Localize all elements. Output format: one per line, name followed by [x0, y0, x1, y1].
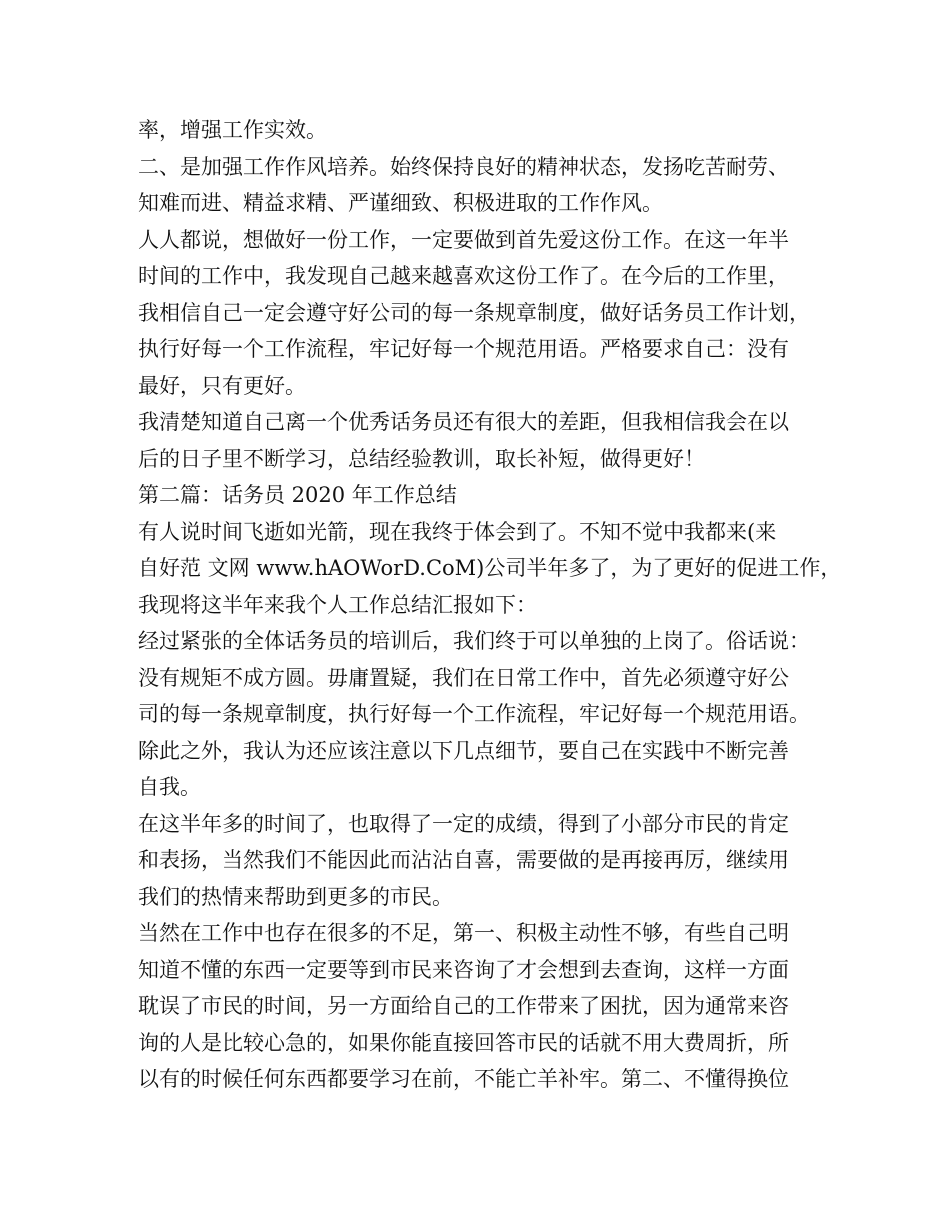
text-line: 我清楚知道自己离一个优秀话务员还有很大的差距，但我相信我会在以	[138, 410, 789, 434]
text-line: 知道不懂的东西一定要等到市民来咨询了才会想到去查询，这样一方面	[138, 957, 789, 982]
text-line: 当然在工作中也存在很多的不足，第一、积极主动性不够，有些自己明	[138, 921, 789, 945]
text-line: 以有的时候任何东西都要学习在前，不能亡羊补牢。第二、不懂得换位	[138, 1067, 789, 1091]
text-line: 最好，只有更好。	[138, 373, 306, 398]
text-line: 我相信自己一定会遵守好公司的每一条规章制度，做好话务员工作计划，	[138, 300, 810, 325]
text-line: 我们的热情来帮助到更多的市民。	[138, 884, 453, 909]
text-line: 经过紧张的全体话务员的培训后，我们终于可以单独的上岗了。俗话说：	[138, 629, 810, 653]
text-line: 耽误了市民的时间，另一方面给自己的工作带来了困扰，因为通常来咨	[138, 994, 789, 1018]
text-line: 知难而进、精益求精、严谨细致、积极进取的工作作风。	[138, 191, 663, 215]
text-line: 询的人是比较心急的，如果你能直接回答市民的话就不用大费周折，所	[138, 1030, 789, 1055]
text-line: 我现将这半年来我个人工作总结汇报如下：	[138, 592, 537, 617]
text-line: 自我。	[138, 775, 201, 799]
text-line: 后的日子里不断学习，总结经验教训，取长补短，做得更好！	[138, 446, 705, 471]
text-line: 和表扬，当然我们不能因此而沾沾自喜，需要做的是再接再厉，继续用	[138, 848, 789, 872]
text-line: 率，增强工作实效。	[138, 118, 327, 142]
text-line: 司的每一条规章制度，执行好每一个工作流程，牢记好每一个规范用语。	[138, 702, 810, 726]
text-line: 人人都说，想做好一份工作，一定要做到首先爱这份工作。在这一年半	[138, 227, 789, 252]
text-line: 执行好每一个工作流程，牢记好每一个规范用语。严格要求自己：没有	[138, 337, 789, 361]
section-heading: 第二篇：话务员 2020 年工作总结	[138, 483, 457, 507]
text-line: 没有规矩不成方圆。毋庸置疑，我们在日常工作中，首先必须遵守好公	[138, 665, 789, 690]
text-line: 自好范 文网 www.hAOWorD.CoM)公司半年多了，为了更好的促进工作，	[138, 556, 842, 580]
text-line: 二、是加强工作作风培养。始终保持良好的精神状态，发扬吃苦耐劳、	[138, 154, 789, 179]
text-line: 有人说时间飞逝如光箭，现在我终于体会到了。不知不觉中我都来(来	[138, 519, 777, 544]
text-line: 除此之外，我认为还应该注意以下几点细节，要自己在实践中不断完善	[138, 738, 789, 763]
document-body	[138, 112, 842, 1098]
text-line: 时间的工作中，我发现自己越来越喜欢这份工作了。在今后的工作里，	[138, 264, 789, 288]
text-line: 在这半年多的时间了，也取得了一定的成绩，得到了小部分市民的肯定	[138, 811, 789, 836]
